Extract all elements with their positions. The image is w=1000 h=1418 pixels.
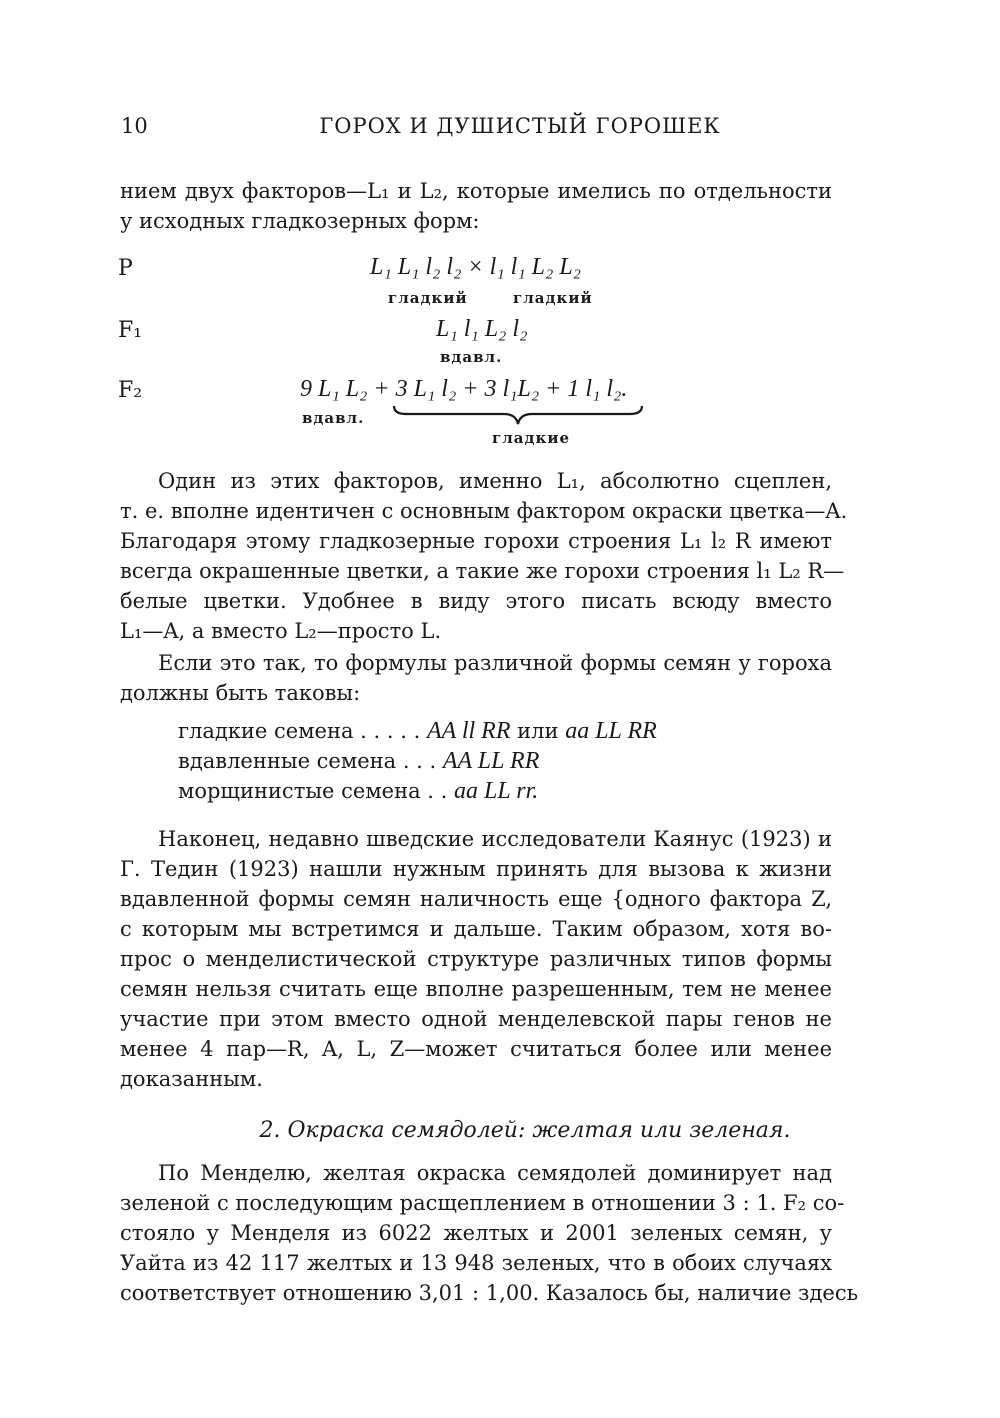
p-caption-left: гладкий bbox=[388, 289, 468, 307]
seed-form-connector: или bbox=[517, 719, 559, 743]
p-cross-formula: L₁ L₁ l₂ l₂ × l₁ l₁ L₂ L₂ bbox=[370, 254, 582, 280]
seed-form-label: гладкие семена . . . . . bbox=[178, 719, 421, 743]
paragraph-line: стояло у Менделя из 6022 желтых и 2001 зеленых семян, у bbox=[120, 1221, 832, 1245]
paragraph-line: с которым мы встретимся и дальше. Таким образом, хотя во- bbox=[120, 917, 832, 941]
page-number: 10 bbox=[121, 114, 148, 138]
f2-caption-left: вдавл. bbox=[302, 409, 365, 427]
paragraph-line: Если это так, то формулы различной формы семян у гороха bbox=[158, 651, 832, 675]
paragraph-line: семян нельзя считать еще вполне разрешенным, тем не менее bbox=[120, 977, 832, 1001]
f2-generation-label: F₂ bbox=[118, 378, 143, 403]
paragraph-line: должны быть таковы: bbox=[120, 681, 361, 705]
p-caption-right: гладкий bbox=[513, 289, 593, 307]
paragraph-line: менее 4 пар—R, A, L, Z—может считаться более или менее bbox=[120, 1037, 832, 1061]
paragraph-line: т. е. вполне идентичен с основным фактором окраски цветка—A. bbox=[120, 499, 848, 523]
paragraph-line: прос о менделистической структуре различных типов формы bbox=[120, 947, 832, 971]
running-title: ГОРОХ И ДУШИСТЫЙ ГОРОШЕК bbox=[319, 114, 721, 138]
paragraph-line: соответствует отношению 3,01 : 1,00. Казалось бы, наличие здесь bbox=[120, 1281, 859, 1305]
paragraph-line: вдавленной формы семян наличность еще {одного фактора Z, bbox=[120, 887, 832, 911]
f2-caption-right: гладкие bbox=[492, 429, 570, 447]
paragraph-line: зеленой с последующим расщеплением в отношении 3 : 1. F₂ со- bbox=[120, 1191, 845, 1215]
paragraph-line: Один из этих факторов, именно L₁, абсолютно сцеплен, bbox=[158, 469, 832, 493]
seed-form-formula: AA ll RR bbox=[426, 718, 511, 744]
f1-formula: L₁ l₁ L₂ l₂ bbox=[436, 316, 528, 342]
underbrace bbox=[392, 404, 644, 426]
p-generation-label: P bbox=[118, 256, 133, 281]
seed-form-formula: AA LL RR bbox=[442, 748, 540, 774]
paragraph-line: белые цветки. Удобнее в виду этого писать всюду вместо bbox=[120, 589, 832, 613]
f2-formula: 9 L₁ L₂ + 3 L₁ l₂ + 3 l₁L₂ + 1 l₁ l₂. bbox=[300, 376, 628, 402]
intro-line: нием двух факторов—L₁ и L₂, которые имелись по отдельности bbox=[120, 179, 832, 203]
section-heading: 2. Окраска семядолей: желтая или зеленая. bbox=[259, 1118, 791, 1143]
paragraph-line: Г. Тедин (1923) нашли нужным принять для вызова к жизни bbox=[120, 857, 832, 881]
paragraph-line: Наконец, недавно шведские исследователи Каянус (1923) и bbox=[158, 827, 832, 851]
paragraph-line: Уайта из 42 117 желтых и 13 948 зеленых, что в обоих случаях bbox=[120, 1251, 832, 1275]
paragraph-line: всегда окрашенные цветки, а такие же горохи строения l₁ L₂ R— bbox=[120, 559, 845, 583]
paragraph-line: L₁—A, а вместо L₂—просто L. bbox=[120, 619, 442, 643]
seed-form-label: вдавленные семена . . . bbox=[178, 749, 437, 773]
f1-caption: вдавл. bbox=[440, 348, 503, 366]
seed-form-row bbox=[178, 748, 539, 775]
seed-form-label: морщинистые семена . . bbox=[178, 779, 448, 803]
seed-form-formula-alt: aa LL RR bbox=[565, 718, 657, 744]
paragraph-line: Благодаря этому гладкозерные горохи строения L₁ l₂ R имеют bbox=[120, 529, 832, 553]
f1-generation-label: F₁ bbox=[118, 318, 143, 343]
paragraph-line: По Менделю, желтая окраска семядолей доминирует над bbox=[158, 1161, 832, 1185]
seed-form-row bbox=[178, 778, 538, 805]
paragraph-line: участие при этом вместо одной менделевской пары генов не bbox=[120, 1007, 832, 1031]
intro-line: у исходных гладкозерных форм: bbox=[120, 209, 480, 233]
seed-form-row bbox=[178, 718, 657, 745]
paragraph-line: доказанным. bbox=[120, 1067, 263, 1091]
seed-form-formula: aa LL rr. bbox=[454, 778, 539, 804]
